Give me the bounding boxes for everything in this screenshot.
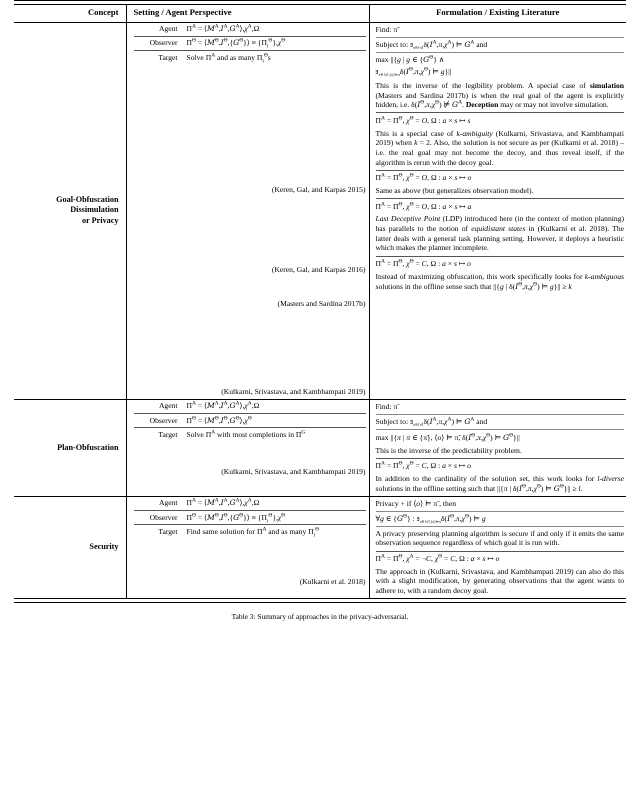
setting-cell-goal-obfuscation: [126, 22, 369, 399]
setting-cell-security: [126, 497, 369, 598]
section-row-goal-obfuscation: [14, 22, 626, 399]
find-statement: Find: π̃: [375, 402, 398, 412]
find-statement: Find: π̃: [375, 24, 398, 34]
observer-formula: $\Pi^\Theta$ = $⟨M^\Theta,I^\Theta,\{G^\Theta\}⟩ \equiv \{\Pi_i^\Theta\},\chi^\Theta$: [187, 36, 366, 50]
role-label-observer: Observer: [134, 511, 187, 525]
table-header: [14, 5, 626, 22]
target-text: Solve $\Pi^A$ and as many $\Pi_i^\Theta s$: [187, 50, 366, 64]
citation-masters-2017b: (Masters and Sardina 2017b): [277, 298, 366, 308]
citation-kulkarni-2019-plan: (Kulkarni, Srivastava, and Kambhampati 2019): [221, 466, 366, 476]
formulation-cell-goal-obfuscation: [369, 22, 626, 399]
observer-formula: $\Pi^\Theta$ = $⟨M^\Theta,I^\Theta,\{G^\Theta\}⟩ \equiv \{\Pi_i^\Theta\},\chi^\Theta$: [187, 511, 366, 525]
work-description-masters-2017b: Last Deceptive Point (LDP) introduced here (in the context of motion planning) has parallels to the notion of equidistant states in (Kulkarni et al. 2018). The latter deals with a general task planning setting. However, it deploys a heuristic which makes the planner incomplete.: [375, 214, 625, 253]
header-concept: Concept: [14, 5, 126, 22]
agent-formula: $\Pi^A$ = $⟨M^A,I^A,G^A⟩,\chi^A,\Omega$: [186, 497, 260, 508]
work-formula-kulkarni-2019: $\Pi^A = \Pi^\Theta$, $\chi^\Theta = C$, Ω : a × s ↦ o: [376, 256, 625, 271]
objective-line-1: max ||{g | g ∈ $\{G^\Theta\}$ ∧: [376, 52, 625, 67]
setting-cell-plan-obfuscation: [126, 400, 369, 497]
work-description-keren-2016: Same as above (but generalizes observation model).: [375, 186, 534, 196]
work-formula-keren-2016: $\Pi^A = \Pi^\Theta$, $\chi^\Theta = O$, Ω : a × s ↦ o: [376, 170, 625, 185]
table-body: [14, 22, 626, 598]
comparison-table: [14, 5, 626, 599]
objective-line-2: $\exists_{\pĩ\in\{\pĩ\},⟨o⟩⊨\pĩ}\delta(I^\Theta,\pi,\chi^\Theta)$ ⊨ g}||: [375, 66, 452, 78]
setting-row-observer: [134, 414, 366, 428]
role-label-target: Target: [134, 428, 187, 442]
role-label-observer: Observer: [134, 414, 187, 428]
citation-kulkarni-2018: (Kulkarni et al. 2018): [299, 577, 366, 587]
section-row-security: [14, 497, 626, 598]
objective-line-1: max ||{π | π ∈ {π̃}, ⟨o⟩ ⊨ π̃, $\delta(I^\Theta,\pi,\chi^\Theta)$ ⊨ $G^\Theta\}||$: [376, 429, 625, 444]
section-row-plan-obfuscation: [14, 400, 626, 497]
concept-label-plan-obfuscation: [14, 400, 126, 497]
subject-to-statement: Subject to: $\exists_{\pĩ\in\{\pĩ\}}\delta(I^A,\pi,\chi^A)$ ⊨ $G^A$ and: [376, 37, 625, 53]
formulation-cell-plan-obfuscation: [369, 400, 626, 497]
subject-to-statement: Subject to: $\exists_{\pĩ\in\{\pĩ\}}\delta(I^A,\pi,\chi^A)$ ⊨ $G^A$ and: [376, 414, 625, 430]
setting-row-agent: [134, 400, 366, 414]
role-label-agent: Agent: [158, 401, 178, 411]
formulation-cell-security: [369, 497, 626, 598]
header-formulation: Formulation / Existing Literature: [369, 5, 626, 22]
work-description-keren-2015: This is a special case of k-ambiguity (Kulkarni, Srivastava, and Kambhampati 2019) when k = 2. Also, the solution is not secure as per (Kulkarni et al. 2018) – i.e. the real goal may not become the decoy, and thus reveal itself, if the algorithm is rerun with the decoy goal.: [375, 128, 624, 167]
work-formula-kulkarni-2018: $\Pi^A = \Pi^\Theta$, $\chi^A$ = ¬C, $\chi^\Theta = C$, Ω : a × s ↦ o: [376, 551, 625, 566]
citation-keren-2016: (Keren, Gal, and Karpas 2016): [271, 265, 366, 275]
concept-line: Dissimulation: [70, 205, 119, 215]
setting-row-observer: [134, 36, 366, 50]
concept-line: Plan-Obfuscation: [57, 442, 119, 452]
setting-subtable: [134, 400, 366, 442]
setting-row-target: [134, 428, 366, 442]
setting-row-target: [134, 50, 366, 64]
target-text: Find same solution for $\Pi^A$ and as many $\Pi_i^\Theta$: [187, 525, 366, 539]
agent-formula: $\Pi^A$ = $⟨M^A,I^A,G^A⟩,\chi^A,\Omega$: [186, 23, 260, 34]
setting-row-agent: [134, 23, 366, 37]
work-description-kulkarni-2019: Instead of maximizing obfuscation, this work specifically looks for k-ambiguous solutions in the offline sense such that ||{g | $\delta(I^\Theta,\pi,\chi^\Theta)$ ⊨ g}|| ≥ k: [375, 271, 624, 291]
concept-label-goal-obfuscation: [14, 22, 126, 399]
table-caption: Table 3: Summary of approaches in the privacy-adversarial.: [231, 611, 409, 621]
target-text: Solve $\Pi^A$ with most completions in $\Pi^G$: [187, 428, 366, 442]
citation-keren-2015: (Keren, Gal, and Karpas 2015): [271, 184, 366, 194]
work-description-kulkarni-2018: The approach in (Kulkarni, Srivastava, and Kambhampati 2019) can also do this with a slight modification, by generating observations that the agent wants to adhere to, with a random decoy goal.: [375, 566, 624, 595]
agent-formula: $\Pi^A$ = $⟨M^A,I^A,G^A⟩,\chi^A,\Omega$: [186, 400, 260, 411]
setting-row-agent: [134, 497, 366, 511]
observer-formula: $\Pi^\Theta$ = $⟨M^\Theta,I^\Theta,G^\Theta⟩,\chi^\Theta$: [187, 414, 366, 428]
concept-line: Security: [89, 542, 119, 552]
role-label-observer: Observer: [134, 36, 187, 50]
citation-kulkarni-2019: (Kulkarni, Srivastava, and Kambhampati 2019): [221, 386, 366, 396]
role-label-agent: Agent: [158, 24, 178, 34]
find-statement: Privacy + if ⟨o⟩ ⊨ π̃ , then: [375, 499, 456, 509]
concept-line: Goal-Obfuscation: [56, 195, 119, 205]
concept-label-security: [14, 497, 126, 598]
role-label-target: Target: [134, 525, 187, 539]
setting-subtable: [134, 23, 366, 65]
work-formula-masters-2017b: $\Pi^A = \Pi^\Theta$, $\chi^\Theta = O$, Ω : a × s ↦ a: [376, 198, 625, 213]
description-security: A privacy preserving planning algorithm is secure if and only if it emits the same observation sequence regardless of which goal it is run with.: [376, 526, 625, 550]
work-description-kulkarni-2019-plan: In addition to the cardinality of the solution set, this work looks for l-diverse solutions in the offline setting such that ||{π | $\delta(I^\Theta,\pi,\chi^\Theta)$ ⊨ $G^\Theta\}|| \ge l$.: [375, 474, 624, 493]
setting-row-target: [134, 525, 366, 539]
subject-to-statement: ∀g ∈ $\{G^\Theta\}$ : $\exists_{\pĩ\in\{\pĩ\},⟨o⟩⊨\pĩ}\delta(I^\Theta,\pi,\chi^\Theta)$ ⊨ g: [376, 511, 625, 527]
role-label-target: Target: [134, 50, 187, 64]
header-setting: Setting / Agent Perspective: [126, 5, 369, 22]
work-formula-keren-2015: $\Pi^A = \Pi^\Theta$, $\chi^\Theta = O$, Ω : a × s ↦ s: [376, 112, 625, 127]
description-goal-obfuscation: This is the inverse of the legibility problem. A special case of simulation (Masters and Sardina 2017b) is when the real goal of the agent is explicitly hidden, i.e. $\delta(I^\Theta,\pi,\chi^\Theta)$ ⊭ $G^A$. Deception may or may not involve simulation.: [375, 80, 624, 110]
work-formula-kulkarni-2019-plan: $\Pi^A = \Pi^\Theta$, $\chi^\Theta = C$, Ω : a × s ↦ o: [376, 458, 625, 473]
role-label-agent: Agent: [158, 498, 178, 508]
setting-row-observer: [134, 511, 366, 525]
concept-line: or Privacy: [82, 215, 119, 225]
setting-subtable: [134, 497, 366, 539]
description-plan-obfuscation: This is the inverse of the predictability problem.: [375, 445, 522, 455]
